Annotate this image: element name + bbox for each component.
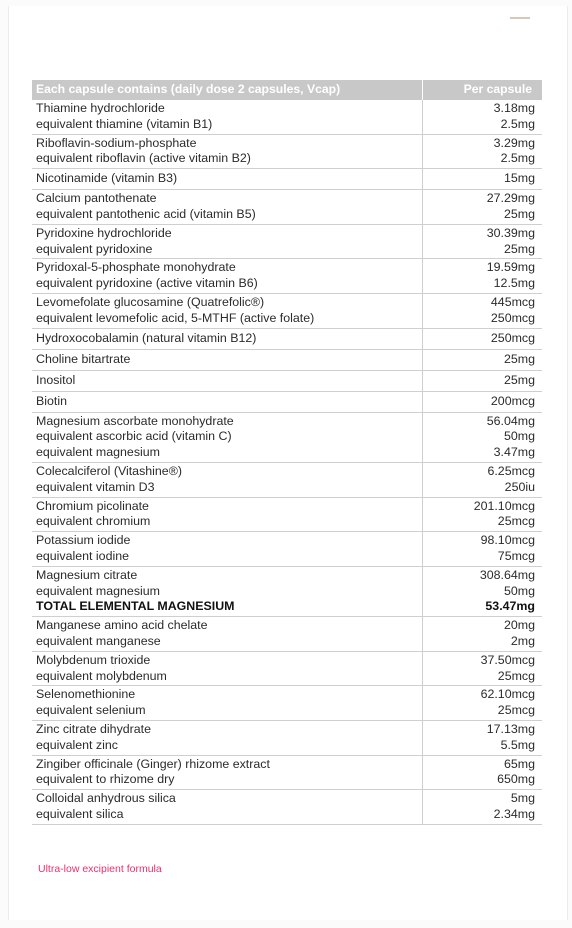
table-row xyxy=(32,259,542,294)
total-ingredient-amount: 53.47mg xyxy=(485,599,535,614)
ingredient-amount: 25mcg xyxy=(497,514,535,529)
ingredient-name: Molybdenum trioxide xyxy=(36,652,151,667)
ingredient-name: Colecalciferol (Vitashine®) xyxy=(36,463,182,478)
ingredient-amount: 62.10mcg xyxy=(480,687,535,702)
table-row xyxy=(32,370,542,391)
table-row xyxy=(32,412,542,462)
table-row xyxy=(32,720,542,755)
ingredient-name: equivalent ascorbic acid (vitamin C) xyxy=(36,429,232,444)
ingredient-cell xyxy=(32,370,422,391)
ingredient-name: Manganese amino acid chelate xyxy=(36,618,208,633)
amount-cell xyxy=(422,790,542,825)
amount-cell xyxy=(422,566,542,616)
ingredient-amount: 6.25mcg xyxy=(487,463,535,478)
ingredient-cell xyxy=(32,720,422,755)
amount-cell xyxy=(422,686,542,721)
ingredient-name: equivalent silica xyxy=(36,806,124,821)
ingredient-cell xyxy=(32,532,422,567)
ingredient-cell xyxy=(32,566,422,616)
ingredient-amount: 308.64mg xyxy=(479,567,535,582)
ingredient-cell xyxy=(32,169,422,190)
ingredient-amount: 19.59mg xyxy=(486,260,535,275)
amount-cell xyxy=(422,349,542,370)
ingredient-cell xyxy=(32,134,422,169)
ingredient-amount: 25mg xyxy=(504,372,535,387)
ingredient-name: equivalent pyridoxine (active vitamin B6) xyxy=(36,276,258,291)
ingredient-amount: 25mg xyxy=(504,351,535,366)
ingredient-name: Colloidal anhydrous silica xyxy=(36,791,176,806)
ingredient-cell xyxy=(32,190,422,225)
amount-cell xyxy=(422,100,542,134)
ingredient-amount: 200mcg xyxy=(490,393,535,408)
ingredient-cell xyxy=(32,391,422,412)
ingredient-name: equivalent iodine xyxy=(36,548,130,563)
ingredient-name: equivalent levomefolic acid, 5-MTHF (active folate) xyxy=(36,310,315,325)
ingredient-amount: 650mg xyxy=(497,772,535,787)
ingredient-cell xyxy=(32,651,422,686)
ingredient-name: Riboflavin-sodium-phosphate xyxy=(36,135,197,150)
ingredient-amount: 5mg xyxy=(510,791,535,806)
table-row xyxy=(32,755,542,790)
table-row xyxy=(32,169,542,190)
ingredient-amount: 50mg xyxy=(504,429,535,444)
amount-cell xyxy=(422,190,542,225)
ingredient-cell xyxy=(32,462,422,497)
corner-mark xyxy=(510,17,530,19)
ingredient-cell xyxy=(32,224,422,259)
ingredient-name: Calcium pantothenate xyxy=(36,191,157,206)
ingredient-amount: 65mg xyxy=(504,756,535,771)
table-row xyxy=(32,462,542,497)
table-row xyxy=(32,190,542,225)
amount-cell xyxy=(422,328,542,349)
table-header-row xyxy=(32,80,542,100)
ingredient-cell xyxy=(32,349,422,370)
table-body xyxy=(32,100,542,824)
ingredient-name: equivalent riboflavin (active vitamin B2) xyxy=(36,151,251,166)
amount-cell xyxy=(422,293,542,328)
supplement-facts-table xyxy=(32,80,542,825)
amount-cell xyxy=(422,532,542,567)
ingredient-name: Pyridoxine hydrochloride xyxy=(36,225,172,240)
ingredient-name: Selenomethionine xyxy=(36,687,136,702)
ingredient-name: Choline bitartrate xyxy=(36,351,131,366)
ingredient-amount: 75mcg xyxy=(497,548,535,563)
ingredient-amount: 50mg xyxy=(504,583,535,598)
ingredient-cell xyxy=(32,412,422,462)
ingredient-amount: 37.50mcg xyxy=(480,652,535,667)
ingredient-name: equivalent zinc xyxy=(36,737,118,752)
ingredient-amount: 98.10mcg xyxy=(480,533,535,548)
ingredient-amount: 2.5mg xyxy=(500,116,535,131)
ingredient-cell xyxy=(32,755,422,790)
amount-cell xyxy=(422,134,542,169)
ingredient-cell xyxy=(32,686,422,721)
table-row xyxy=(32,349,542,370)
ingredient-cell xyxy=(32,259,422,294)
ingredient-name: Magnesium citrate xyxy=(36,567,138,582)
table-row xyxy=(32,532,542,567)
amount-cell xyxy=(422,651,542,686)
amount-column-header: Per capsule xyxy=(422,80,542,100)
ingredient-amount: 250mcg xyxy=(490,310,535,325)
table-row xyxy=(32,617,542,652)
ingredient-amount: 2mg xyxy=(510,633,535,648)
table-row xyxy=(32,566,542,616)
ingredient-amount: 25mcg xyxy=(497,703,535,718)
ingredient-name: Chromium picolinate xyxy=(36,498,149,513)
ingredient-name: equivalent magnesium xyxy=(36,583,160,598)
ingredient-amount: 3.29mg xyxy=(493,135,535,150)
ingredient-amount: 3.47mg xyxy=(493,445,535,460)
ingredient-name: Hydroxocobalamin (natural vitamin B12) xyxy=(36,330,257,345)
amount-cell xyxy=(422,755,542,790)
table-row xyxy=(32,790,542,825)
ingredient-name: equivalent pantothenic acid (vitamin B5) xyxy=(36,206,256,221)
ingredient-amount: 250iu xyxy=(504,479,535,494)
ingredient-amount: 201.10mcg xyxy=(473,498,535,513)
ingredient-column-header: Each capsule contains (daily dose 2 capsules, Vcap) xyxy=(32,80,422,100)
ingredient-amount: 56.04mg xyxy=(486,413,535,428)
amount-cell xyxy=(422,462,542,497)
ingredient-amount: 25mg xyxy=(504,241,535,256)
ingredient-cell xyxy=(32,497,422,532)
table-row xyxy=(32,134,542,169)
ingredient-amount: 25mg xyxy=(504,206,535,221)
ingredient-cell xyxy=(32,790,422,825)
amount-cell xyxy=(422,259,542,294)
amount-cell xyxy=(422,720,542,755)
table-row xyxy=(32,686,542,721)
ingredient-name: Pyridoxal-5-phosphate monohydrate xyxy=(36,260,236,275)
ingredient-name: Nicotinamide (vitamin B3) xyxy=(36,171,178,186)
ingredient-amount: 15mg xyxy=(504,171,535,186)
table-row xyxy=(32,293,542,328)
amount-cell xyxy=(422,370,542,391)
ingredient-name: Levomefolate glucosamine (Quatrefolic®) xyxy=(36,294,265,309)
ingredient-name: Zinc citrate dihydrate xyxy=(36,721,152,736)
footnote: Ultra-low excipient formula xyxy=(38,863,162,875)
ingredient-name: equivalent to rhizome dry xyxy=(36,772,175,787)
table-row xyxy=(32,391,542,412)
ingredient-cell xyxy=(32,617,422,652)
amount-cell xyxy=(422,412,542,462)
ingredient-amount: 20mg xyxy=(504,618,535,633)
ingredient-amount: 445mcg xyxy=(490,294,535,309)
ingredient-name: equivalent magnesium xyxy=(36,445,160,460)
ingredient-amount: 27.29mg xyxy=(486,191,535,206)
amount-cell xyxy=(422,169,542,190)
amount-cell xyxy=(422,391,542,412)
ingredient-name: equivalent pyridoxine xyxy=(36,241,153,256)
ingredient-amount: 25mcg xyxy=(497,668,535,683)
ingredient-amount: 2.5mg xyxy=(500,151,535,166)
ingredient-name: equivalent chromium xyxy=(36,514,151,529)
total-ingredient-name: TOTAL ELEMENTAL MAGNESIUM xyxy=(36,599,235,614)
ingredient-name: Zingiber officinale (Ginger) rhizome extract xyxy=(36,756,270,771)
ingredient-name: Thiamine hydrochloride xyxy=(36,101,165,115)
table-row xyxy=(32,328,542,349)
ingredient-amount: 30.39mg xyxy=(486,225,535,240)
ingredient-name: equivalent thiamine (vitamin B1) xyxy=(36,116,213,131)
ingredient-amount: 250mcg xyxy=(490,330,535,345)
table-row xyxy=(32,100,542,134)
ingredient-name: equivalent selenium xyxy=(36,703,146,718)
ingredient-amount: 17.13mg xyxy=(486,721,535,736)
amount-cell xyxy=(422,224,542,259)
amount-cell xyxy=(422,617,542,652)
ingredient-name: equivalent molybdenum xyxy=(36,668,167,683)
ingredient-amount: 2.34mg xyxy=(493,806,535,821)
ingredient-cell xyxy=(32,328,422,349)
ingredient-name: Inositol xyxy=(36,372,76,387)
ingredient-name: equivalent vitamin D3 xyxy=(36,479,155,494)
ingredient-amount: 5.5mg xyxy=(500,737,535,752)
table-row xyxy=(32,651,542,686)
ingredient-amount: 12.5mg xyxy=(493,276,535,291)
ingredient-name: Magnesium ascorbate monohydrate xyxy=(36,413,234,428)
table-row xyxy=(32,224,542,259)
ingredient-cell xyxy=(32,293,422,328)
ingredient-name: equivalent manganese xyxy=(36,633,161,648)
ingredient-cell xyxy=(32,100,422,134)
ingredient-name: Potassium iodide xyxy=(36,533,131,548)
ingredient-amount: 3.18mg xyxy=(493,101,535,115)
amount-cell xyxy=(422,497,542,532)
ingredient-name: Biotin xyxy=(36,393,67,408)
table-row xyxy=(32,497,542,532)
